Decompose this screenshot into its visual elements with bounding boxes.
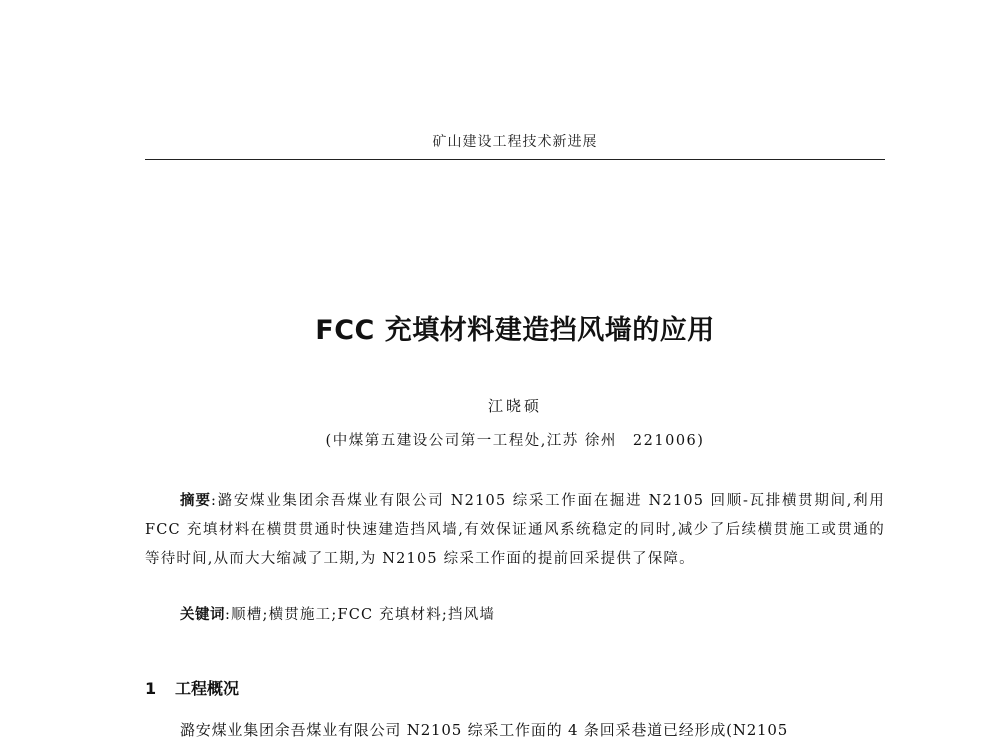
keywords-label: 关键词: [180, 607, 225, 623]
running-header: 矿山建设工程技术新进展: [432, 134, 598, 150]
section-heading: [145, 676, 239, 699]
abstract-separator: :: [211, 493, 218, 509]
author-name: 江晓硕: [487, 397, 542, 415]
keywords-text: 顺槽;横贯施工;FCC 充填材料;挡风墙: [231, 607, 496, 623]
author-affiliation: (中煤第五建设公司第一工程处,江苏 徐州 221006): [325, 433, 705, 449]
abstract: [145, 487, 885, 574]
header-rule: [145, 159, 885, 160]
keywords-separator: :: [225, 607, 232, 623]
abstract-text: 潞安煤业集团余吾煤业有限公司 N2105 综采工作面在掘进 N2105 回顺-瓦排横贯期间,利用 FCC 充填材料在横贯贯通时快速建造挡风墙,有效保证通风系统稳定的同时,减少了后续横贯施工或贯通的等待时间,从而大大缩减了工期,为 N2105 综采工作面的提前回采提供了保障。: [145, 493, 885, 567]
body-paragraph: 潞安煤业集团余吾煤业有限公司 N2105 综采工作面的 4 条回采巷道已经形成(N2105: [180, 721, 789, 739]
paper-title: FCC 充填材料建造挡风墙的应用: [315, 315, 715, 346]
keywords: [180, 603, 885, 624]
abstract-label: 摘要: [180, 493, 212, 509]
section-number: 1: [145, 679, 157, 698]
section-title: 工程概况: [175, 679, 240, 698]
